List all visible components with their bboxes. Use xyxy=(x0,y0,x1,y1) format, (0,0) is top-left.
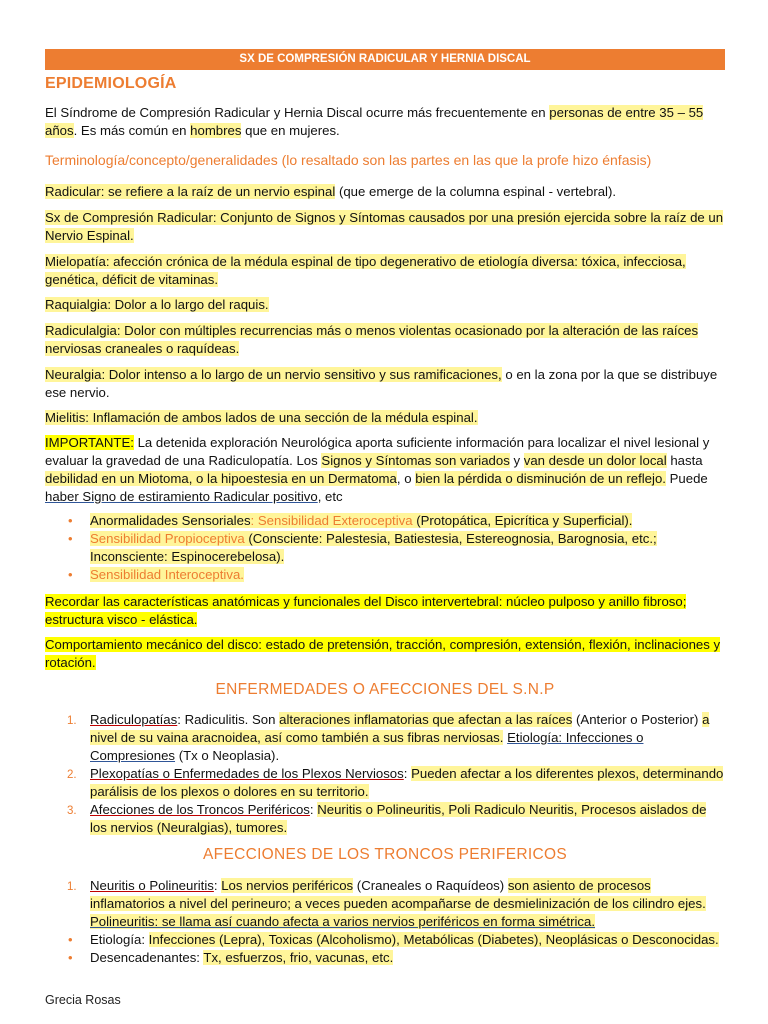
snp-heading: ENFERMEDADES O AFECCIONES DEL S.N.P xyxy=(215,681,555,698)
recordar-paragraph: Recordar las características anatómicas y funcionales del Disco intervertebral: núcleo pulposo y anillo fibroso; estructura visco - elástica. xyxy=(45,594,687,627)
def-radicular: Radicular: se refiere a la raíz de un nervio espinal (que emerge de la columna espinal - vertebral). xyxy=(45,184,617,199)
bullet-icon: • xyxy=(68,531,73,546)
bullet-icon: • xyxy=(68,567,73,582)
list-item: • Etiología: Infecciones (Lepra), Toxicas (Alcoholismo), Metabólicas (Diabetes), Neoplásicas o Desconocidas. xyxy=(68,932,719,947)
bullet-icon: • xyxy=(68,932,73,947)
def-mielopatia: Mielopatía: afección crónica de la médula espinal de tipo degenerativo de etiología diversa: tóxica, infecciosa, genética, déficit de vitaminas. xyxy=(45,254,686,287)
troncos-list xyxy=(45,877,725,967)
list-item: • Sensibilidad Interoceptiva. xyxy=(68,567,244,582)
footer-author: Grecia Rosas xyxy=(45,993,121,1007)
troncos-heading: AFECCIONES DE LOS TRONCOS PERIFERICOS xyxy=(203,846,567,863)
snp-list xyxy=(45,711,725,837)
bullet-icon: • xyxy=(68,950,73,965)
epidemiologia-heading: EPIDEMIOLOGÍA xyxy=(45,75,177,92)
def-radiculalgia: Radiculalgia: Dolor con múltiples recurrencias más o menos violentas ocasionado por la alteración de las raíces nerviosas craneales o raquídeas. xyxy=(45,323,699,356)
list-item: 3. Afecciones de los Troncos Periféricos: Neuritis o Polineuritis, Poli Radiculo Neuritis, Procesos aislados de los nervios (Neuralgias), tumores. xyxy=(67,802,707,835)
epi-paragraph: El Síndrome de Compresión Radicular y Hernia Discal ocurre más frecuentemente en personas de entre 35 – 55 años. Es más común en hombres que en mujeres. xyxy=(45,105,704,138)
list-item: • Desencadenantes: Tx, esfuerzos, frio, vacunas, etc. xyxy=(68,950,394,965)
importante-paragraph: IMPORTANTE: La detenida exploración Neurológica aporta suficiente información para localizar el nivel lesional y evaluar la gravedad de una Radiculopatía. Los Signos y Síntomas son variados y van desde un dolor local hasta debilidad en un Miotoma, o la hipoestesia en un Dermatoma, o bien la pérdida o disminución de un reflejo. Puede haber Signo de estiramiento Radicular positivo, etc xyxy=(45,435,710,504)
list-item: • Anormalidades Sensoriales: Sensibilidad Exteroceptiva (Protopática, Epicrítica y Superficial). xyxy=(68,513,633,528)
def-mielitis: Mielitis: Inflamación de ambos lados de una sección de la médula espinal. xyxy=(45,410,478,425)
terminologia-subheading: Terminología/concepto/generalidades (lo resaltado son las partes en las que la profe hizo énfasis) xyxy=(45,152,652,168)
list-item: • Sensibilidad Propioceptiva (Consciente: Palestesia, Batiestesia, Estereognosia, Barognosia, etc.; Inconsciente: Espinocerebelosa). xyxy=(68,531,657,564)
bullet-icon: • xyxy=(68,513,73,528)
title-banner: SX DE COMPRESIÓN RADICULAR Y HERNIA DISCAL xyxy=(45,49,725,70)
def-sx-compresion: Sx de Compresión Radicular: Conjunto de Signos y Síntomas causados por una presión ejercida sobre la raíz de un Nervio Espinal. xyxy=(45,210,724,243)
comportamiento-paragraph: Comportamiento mecánico del disco: estado de pretensión, tracción, compresión, extensión, flexión, inclinaciones y rotación. xyxy=(45,637,721,670)
list-item: 1. Radiculopatías: Radiculitis. Son alteraciones inflamatorias que afectan a las raíces (Anterior o Posterior) a nivel de su vaina aracnoidea, así como también a sus fibras nerviosas. Etiología: Infecciones o Compresiones (Tx o Neoplasia). xyxy=(67,712,710,763)
list-item: 1. Neuritis o Polineuritis: Los nervios periféricos (Craneales o Raquídeos) son asiento de procesos inflamatorios a nivel del perineuro; a veces pueden acompañarse de desmielinización de los cilindro ejes. Polineuritis: se llama así cuando afecta a varios nervios periféricos en forma simétrica. xyxy=(67,878,706,929)
sensibilidad-list xyxy=(45,512,725,584)
def-neuralgia: Neuralgia: Dolor intenso a lo largo de un nervio sensitivo y sus ramificaciones, o en la zona por la que se distribuye ese nervio. xyxy=(45,367,718,400)
def-raquialgia: Raquialgia: Dolor a lo largo del raquis. xyxy=(45,297,269,312)
list-item: 2. Plexopatías o Enfermedades de los Plexos Nerviosos: Pueden afectar a los diferentes plexos, determinando parálisis de los plexos o dolores en su territorio. xyxy=(67,766,724,799)
